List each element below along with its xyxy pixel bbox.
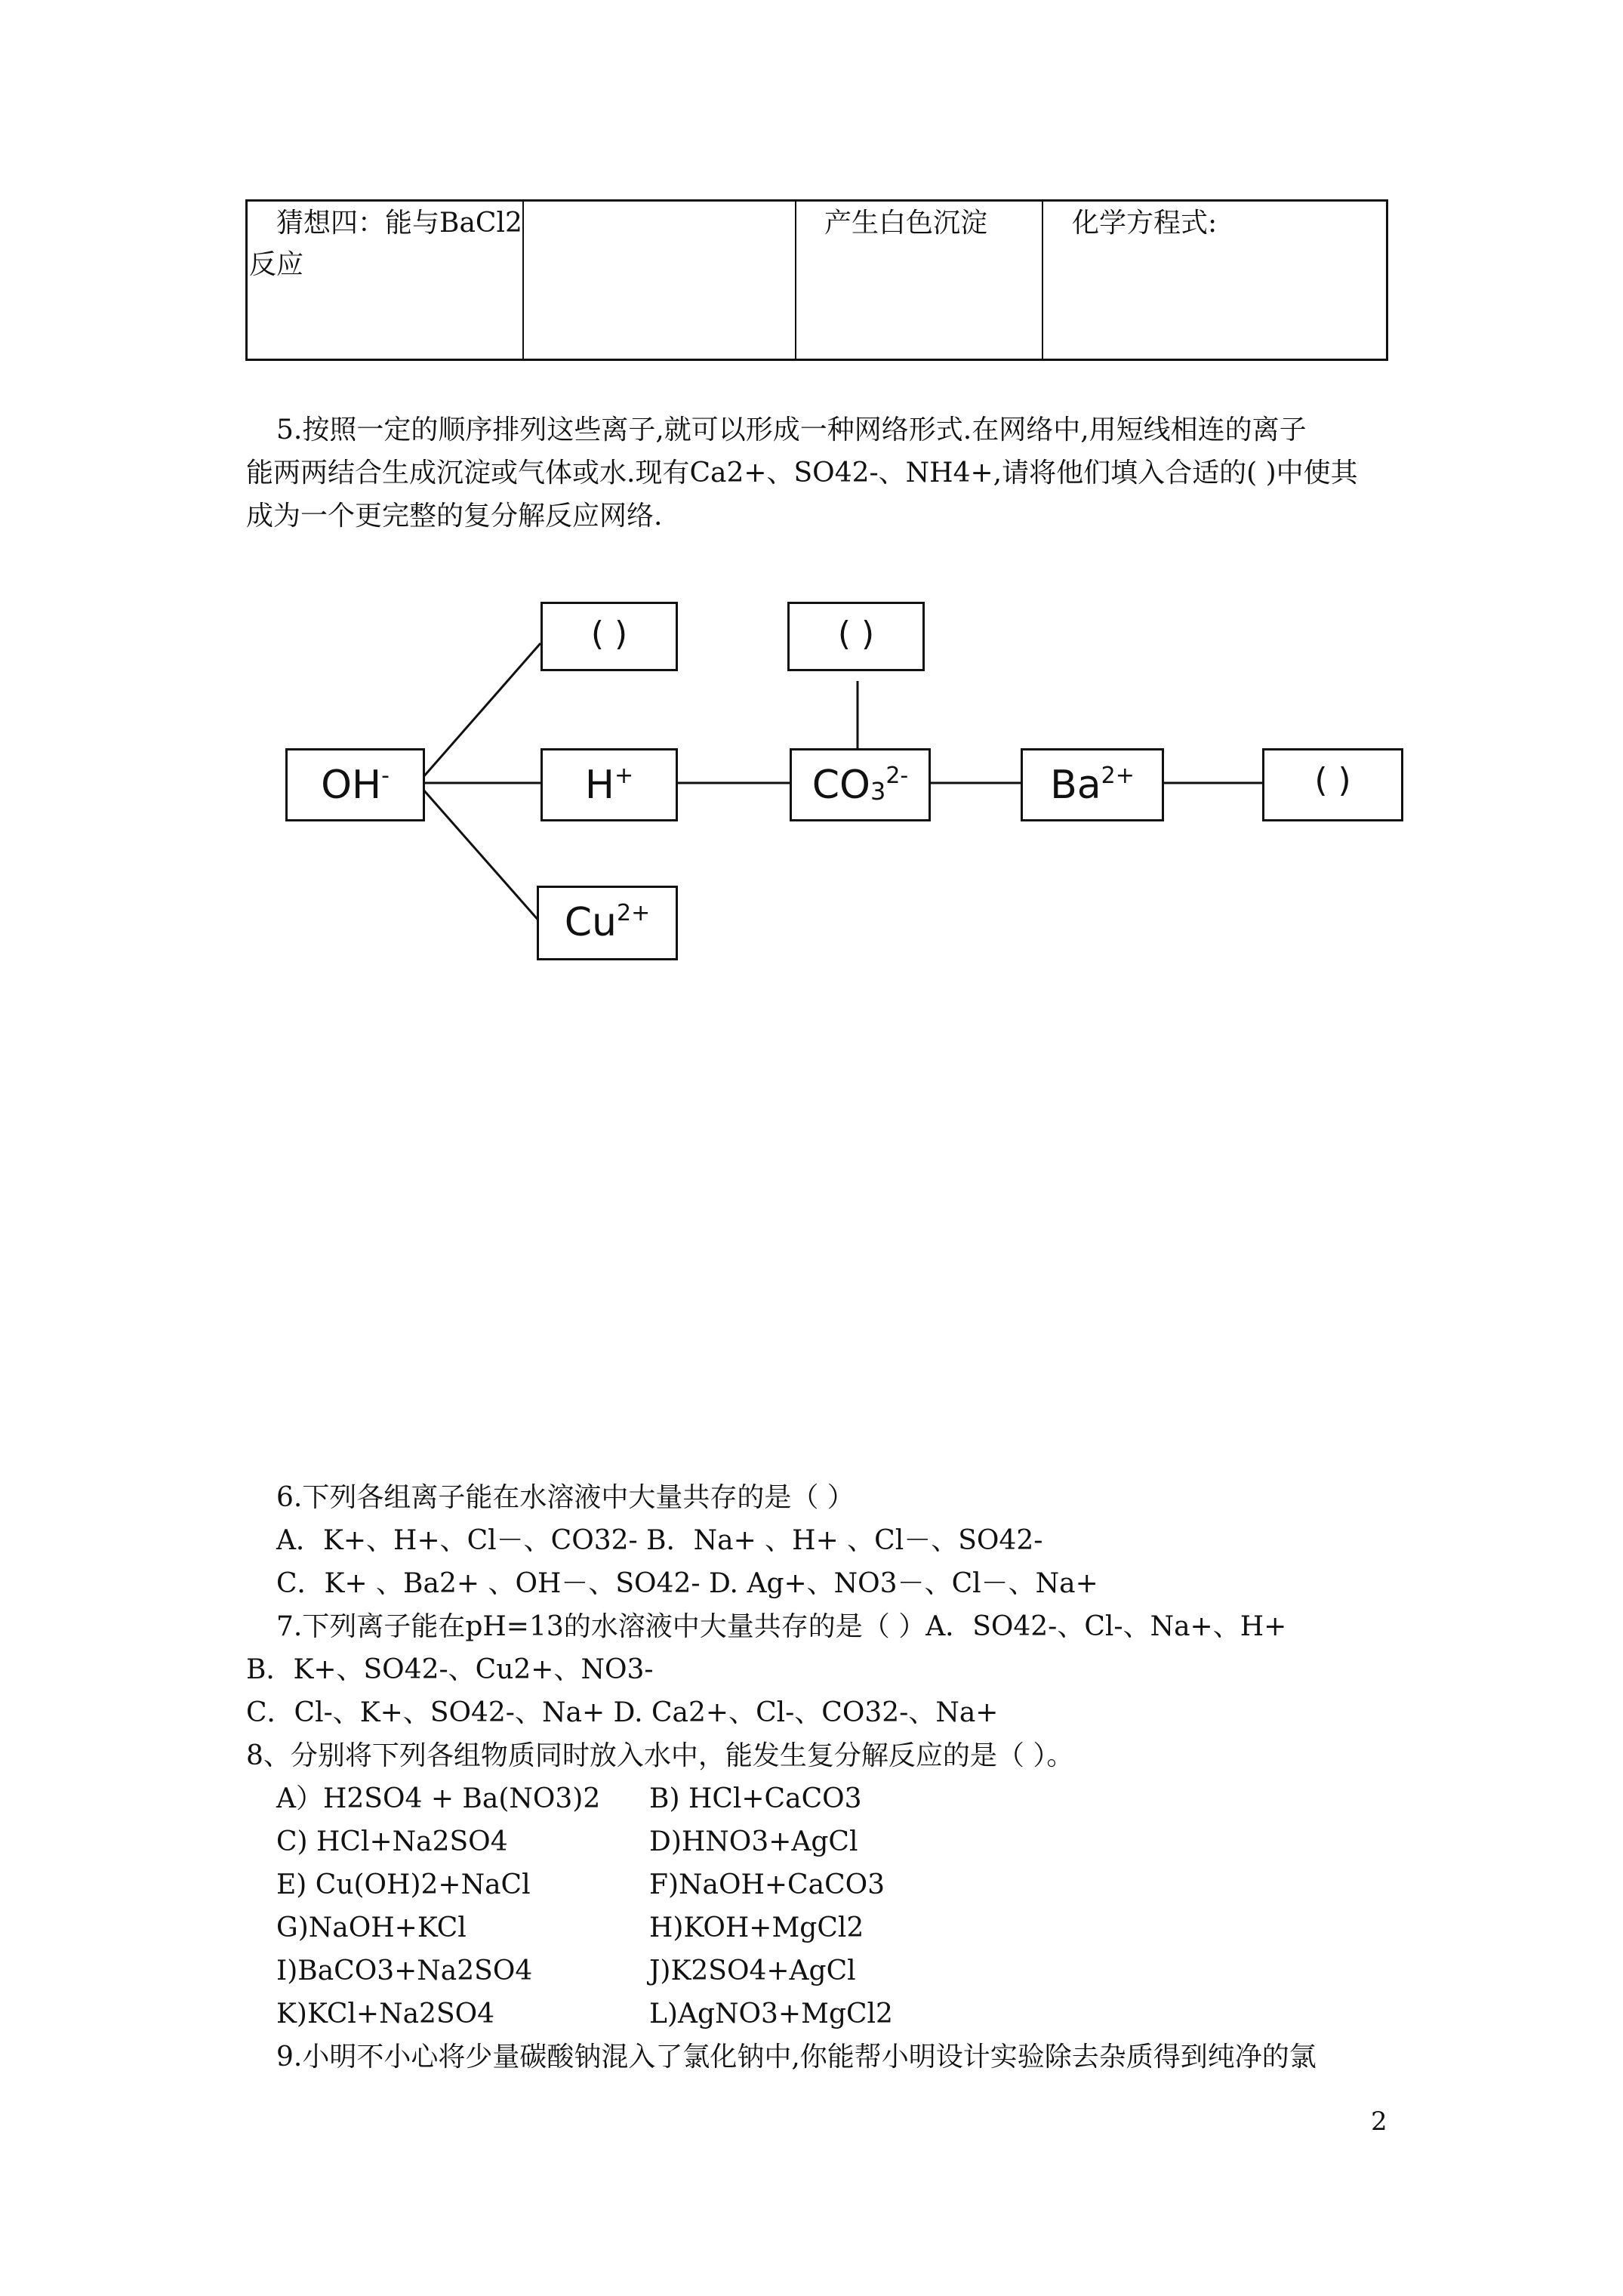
- q8-option-e: E) Cu(OH)2+NaCl: [276, 1869, 531, 1900]
- q6-stem: 6.下列各组离子能在水溶液中大量共存的是（ ）: [276, 1482, 855, 1513]
- q8-option-j: J)K2SO4+AgCl: [649, 1955, 856, 1986]
- line-oh-top: [423, 643, 540, 778]
- q9-line1: 9.小明不小心将少量碳酸钠混入了氯化钠中,你能帮小明设计实验除去杂质得到纯净的氯: [276, 2042, 1317, 2073]
- ion-box-oh: OH-: [285, 748, 425, 821]
- q7-stem: 7.下列离子能在pH=13的水溶液中大量共存的是（ ）A．SO42-、Cl-、Na+、H+: [276, 1611, 1287, 1642]
- q6-options-ab: A．K+、H+、Cl－、CO32- B．Na+ 、H+ 、Cl－、SO42-: [276, 1525, 1043, 1556]
- table-col-divider: [522, 202, 524, 359]
- q7-option-b: B．K+、SO42-、Cu2+、NO3-: [246, 1654, 654, 1685]
- table-col-divider: [795, 202, 796, 359]
- q8-option-g: G)NaOH+KCl: [276, 1912, 467, 1943]
- q8-stem: 8、分别将下列各组物质同时放入水中，能发生复分解反应的是（ ）。: [246, 1740, 1074, 1771]
- table-phenomenon: 产生白色沉淀: [824, 208, 988, 239]
- q5-line3: 成为一个更完整的复分解反应网络.: [246, 501, 663, 532]
- blank-box-right[interactable]: ( ): [1262, 748, 1403, 821]
- table-hypothesis-cont: 反应: [249, 249, 304, 280]
- ion-box-cu: $Cu^{2+}$: [537, 886, 678, 960]
- experiment-table: [245, 199, 1388, 361]
- q6-options-cd: C．K+ 、Ba2+ 、OH－、SO42- D. Ag+、NO3－、Cl－、Na+: [276, 1568, 1098, 1599]
- q8-option-i: I)BaCO3+Na2SO4: [276, 1955, 533, 1986]
- q8-option-a: A）H2SO4 + Ba(NO3)2: [276, 1783, 601, 1814]
- ion-network-lines: [0, 0, 1623, 1019]
- q5-line1: 5.按照一定的顺序排列这些离子,就可以形成一种网络形式.在网络中,用短线相连的离子: [276, 415, 1307, 445]
- ion-box-ba: $Ba^{2+}$: [1021, 748, 1164, 821]
- table-hypothesis: 猜想四：能与BaCl2: [276, 208, 522, 239]
- q8-option-d: D)HNO3+AgCl: [649, 1826, 858, 1857]
- table-conclusion: 化学方程式:: [1072, 208, 1218, 239]
- page-number: 2: [1371, 2106, 1387, 2137]
- q8-option-f: F)NaOH+CaCO3: [649, 1869, 885, 1900]
- q8-option-k: K)KCl+Na2SO4: [276, 1999, 495, 2029]
- table-col-divider: [1042, 202, 1043, 359]
- q5-line2: 能两两结合生成沉淀或气体或水.现有Ca2+、SO42-、NH4+,请将他们填入合适的( )中使其: [246, 458, 1358, 488]
- blank-box-top-center[interactable]: ( ): [787, 602, 925, 671]
- q8-option-c: C) HCl+Na2SO4: [276, 1826, 508, 1857]
- line-oh-cu: [423, 789, 540, 923]
- q8-option-l: L)AgNO3+MgCl2: [649, 1999, 893, 2029]
- q7-options-cd: C．Cl-、K+、SO42-、Na+ D. Ca2+、Cl-、CO32-、Na+: [246, 1697, 999, 1728]
- q8-option-h: H)KOH+MgCl2: [649, 1912, 864, 1943]
- q8-option-b: B) HCl+CaCO3: [649, 1783, 862, 1814]
- blank-box-top-left[interactable]: ( ): [540, 602, 678, 671]
- ion-box-co3: $CO_3^{2-}$: [790, 748, 931, 821]
- ion-box-h: H+: [540, 748, 678, 821]
